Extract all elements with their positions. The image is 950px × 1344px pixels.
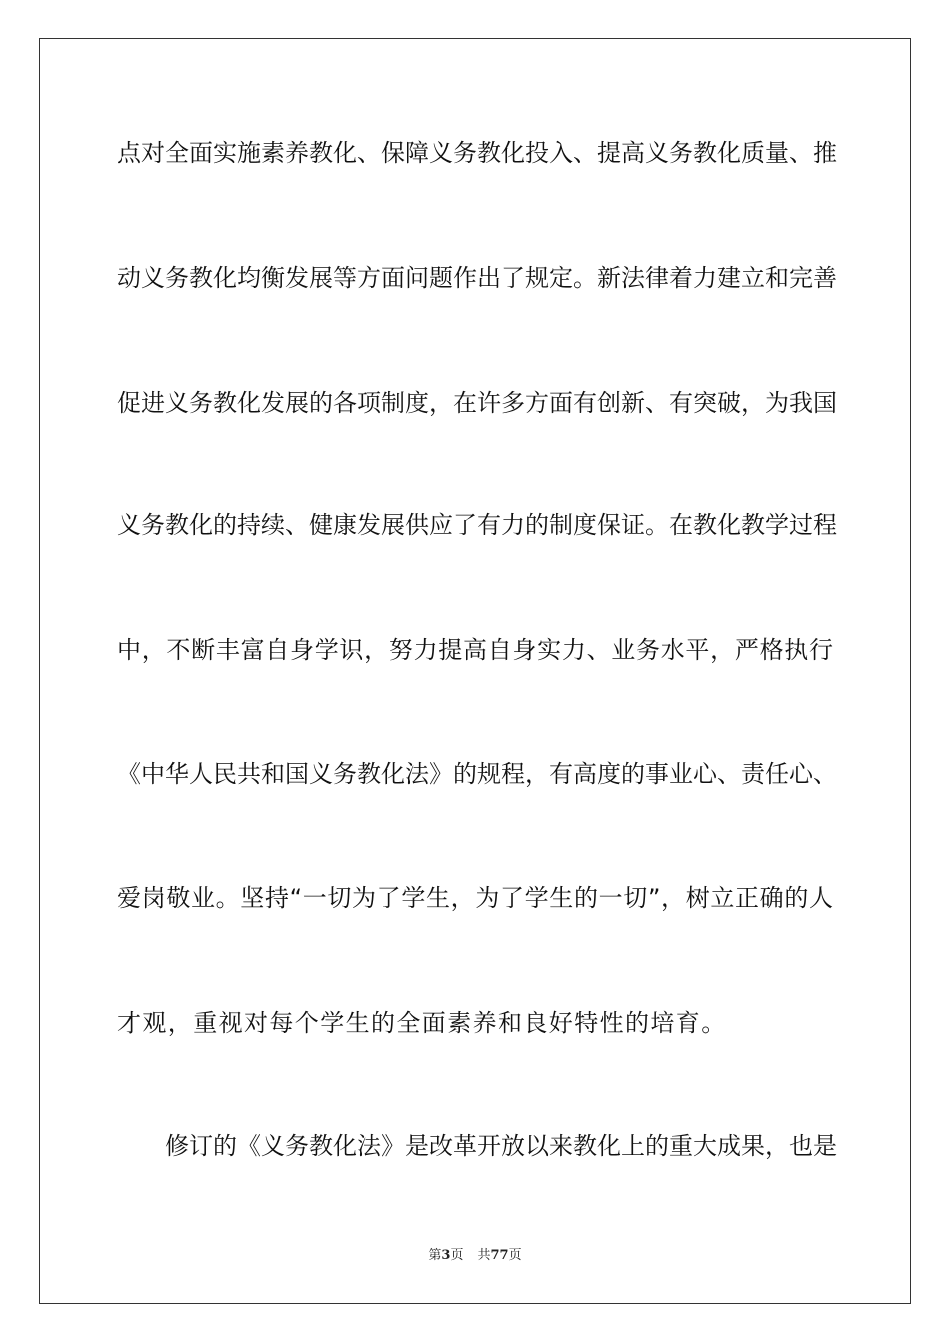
body-text-line: 《中华人民共和国义务教化法》的规程，有高度的事业心、责任心、	[117, 760, 837, 788]
body-text-line: 促进义务教化发展的各项制度，在许多方面有创新、有突破，为我国	[117, 389, 837, 417]
footer-prefix: 第	[428, 1248, 442, 1263]
footer-total-suffix: 页	[508, 1248, 522, 1263]
body-text-line: 动义务教化均衡发展等方面问题作出了规定。新法律着力建立和完善	[117, 264, 837, 292]
page-border	[39, 38, 911, 1304]
total-pages-number: 77	[490, 1248, 509, 1263]
body-text-line: 中，不断丰富自身学识，努力提高自身实力、业务水平，严格执行	[117, 636, 833, 664]
footer-page-suffix: 页	[450, 1248, 464, 1263]
body-text-line: 义务教化的持续、健康发展供应了有力的制度保证。在教化教学过程	[117, 511, 837, 539]
paragraph-first-line: 修订的《义务教化法》是改革开放以来教化上的重大成果，也是	[165, 1132, 837, 1160]
page-footer	[0, 1247, 950, 1265]
body-text-line: 才观，重视对每个学生的全面素养和良好特性的培育。	[117, 1009, 727, 1037]
current-page-number: 3	[441, 1248, 451, 1263]
body-text-line: 点对全面实施素养教化、保障义务教化投入、提高义务教化质量、推	[117, 139, 837, 167]
footer-total-prefix: 共	[477, 1248, 491, 1263]
body-text-line: 爱岗敬业。坚持“一切为了学生，为了学生的一切”，树立正确的人	[117, 884, 833, 912]
